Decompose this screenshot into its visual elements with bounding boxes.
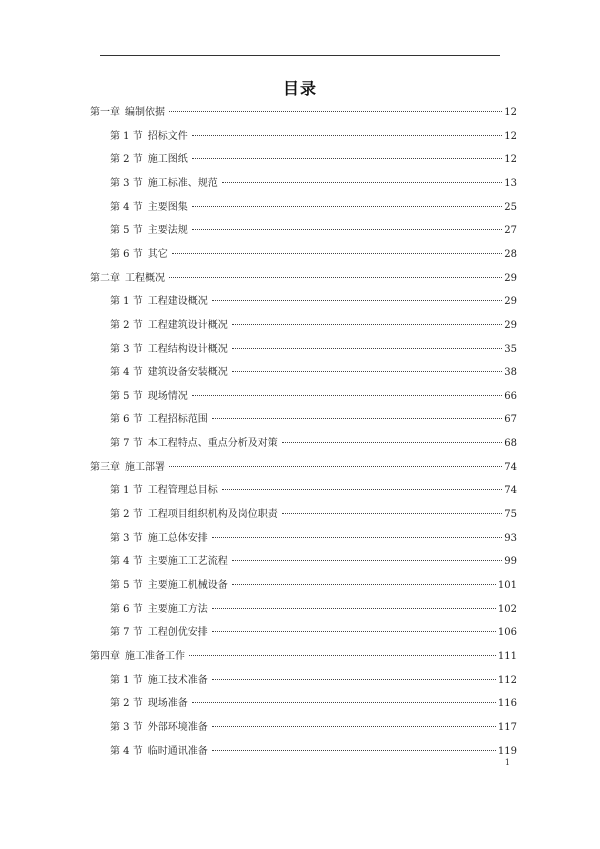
- page-number: 1: [504, 758, 510, 767]
- toc-entry-number: 第 2 节: [110, 154, 143, 166]
- toc-entry-title: 施工标准、规范: [147, 177, 218, 189]
- toc-entry-number: 第 6 节: [110, 414, 143, 426]
- toc-section-entry[interactable]: [110, 507, 517, 523]
- toc-entry-title: 施工总体安排: [147, 532, 208, 544]
- toc-entry-title: 施工准备工作: [125, 650, 185, 662]
- toc-section-entry[interactable]: [110, 223, 517, 239]
- toc-dot-leader: [222, 489, 503, 490]
- toc-entry-title: 工程概况: [125, 272, 165, 284]
- toc-section-entry[interactable]: [110, 696, 517, 712]
- toc-entry-page: 29: [504, 296, 517, 308]
- toc-entry-title: 现场准备: [147, 698, 188, 710]
- toc-entry-number: 第 1 节: [110, 130, 143, 142]
- toc-entry-title: 现场情况: [147, 390, 188, 402]
- toc-entry-number: 第 1 节: [110, 485, 143, 497]
- toc-entry-title: 工程结构设计概况: [147, 343, 228, 355]
- toc-entry-title: 工程管理总目标: [147, 485, 218, 497]
- toc-entry-page: 12: [504, 154, 517, 166]
- toc-dot-leader: [169, 466, 502, 467]
- toc-entry-number: 第 7 节: [110, 627, 143, 639]
- toc-entry-title: 编制依据: [125, 107, 165, 118]
- toc-dot-leader: [232, 348, 503, 349]
- toc-entry-number: 第 3 节: [110, 177, 143, 189]
- toc-entry-number: 第 3 节: [110, 343, 143, 355]
- toc-section-entry[interactable]: [110, 200, 517, 216]
- toc-section-entry[interactable]: [110, 744, 517, 760]
- toc-dot-leader: [212, 608, 496, 609]
- toc-entry-title: 主要法规: [147, 225, 188, 237]
- toc-entry-title: 施工图纸: [147, 154, 188, 166]
- toc-entry-title: 外部环境准备: [147, 721, 208, 733]
- toc-entry-number: 第 2 节: [110, 698, 143, 710]
- toc-dot-leader: [172, 253, 503, 254]
- toc-entry-page: 117: [497, 721, 517, 733]
- toc-section-entry[interactable]: [110, 129, 517, 145]
- toc-section-entry[interactable]: [110, 720, 517, 736]
- toc-entry-page: 93: [504, 532, 517, 544]
- toc-entry-number: 第 6 节: [110, 248, 143, 260]
- toc-entry-page: 75: [504, 509, 517, 521]
- toc-entry-page: 106: [497, 627, 517, 639]
- toc-entry-number: 第 4 节: [110, 201, 143, 213]
- toc-entry-number: 第 5 节: [110, 225, 143, 237]
- toc-entry-page: 67: [504, 414, 517, 426]
- toc-section-entry[interactable]: [110, 436, 517, 452]
- toc-entry-title: 工程建筑设计概况: [147, 319, 228, 331]
- toc-dot-leader: [189, 655, 496, 656]
- toc-chapter-entry[interactable]: [90, 649, 517, 665]
- toc-chapter-entry[interactable]: [90, 271, 517, 287]
- toc-entry-page: 38: [504, 367, 517, 379]
- toc-entry-title: 临时通讯准备: [147, 745, 208, 757]
- toc-entry-title: 主要施工方法: [147, 603, 208, 615]
- toc-section-entry[interactable]: [110, 483, 517, 499]
- toc-entry-page: 29: [504, 272, 517, 284]
- toc-entry-number: 第 3 节: [110, 532, 143, 544]
- toc-entry-page: 28: [504, 248, 517, 260]
- toc-entry-title: 工程建设概况: [147, 296, 208, 308]
- toc-entry-number: 第 5 节: [110, 390, 143, 402]
- header-rule: [100, 55, 500, 56]
- toc-section-entry[interactable]: [110, 531, 517, 547]
- toc-section-entry[interactable]: [110, 365, 517, 381]
- toc-dot-leader: [212, 631, 496, 632]
- toc-entry-page: 68: [504, 438, 517, 450]
- toc-section-entry[interactable]: [110, 176, 517, 192]
- toc-entry-page: 74: [504, 485, 517, 497]
- toc-dot-leader: [192, 206, 503, 207]
- toc-section-entry[interactable]: [110, 294, 517, 310]
- toc-dot-leader: [192, 395, 503, 396]
- toc-entry-number: 第 4 节: [110, 556, 143, 568]
- toc-entry-page: 29: [504, 319, 517, 331]
- toc-dot-leader: [282, 513, 503, 514]
- toc-dot-leader: [282, 442, 503, 443]
- toc-dot-leader: [212, 537, 503, 538]
- toc-entry-page: 102: [497, 603, 517, 615]
- toc-entry-number: 第一章: [90, 107, 120, 118]
- toc-entry-number: 第 4 节: [110, 367, 143, 379]
- toc-dot-leader: [222, 182, 503, 183]
- toc-entry-page: 74: [504, 461, 517, 473]
- toc-entry-number: 第四章: [90, 650, 120, 662]
- toc-section-entry[interactable]: [110, 554, 517, 570]
- toc-dot-leader: [232, 371, 503, 372]
- toc-entry-title: 主要施工工艺流程: [147, 556, 228, 568]
- toc-section-entry[interactable]: [110, 578, 517, 594]
- toc-entry-number: 第 2 节: [110, 319, 143, 331]
- toc-entry-title: 施工技术准备: [147, 674, 208, 686]
- toc-section-entry[interactable]: [110, 389, 517, 405]
- toc-dot-leader: [169, 111, 502, 112]
- toc-entry-title: 工程创优安排: [147, 627, 208, 639]
- toc-entry-page: 12: [504, 107, 517, 118]
- toc-entry-title: 主要施工机械设备: [147, 580, 228, 591]
- toc-entry-title: 招标文件: [147, 130, 188, 142]
- toc-entry-number: 第 1 节: [110, 674, 143, 686]
- toc-dot-leader: [192, 702, 496, 703]
- toc-entry-number: 第二章: [90, 272, 120, 284]
- toc-section-entry[interactable]: [110, 247, 517, 263]
- toc-dot-leader: [212, 679, 496, 680]
- toc-dot-leader: [192, 229, 503, 230]
- toc-entry-number: 第 3 节: [110, 721, 143, 733]
- toc-entry-page: 27: [504, 225, 517, 237]
- toc-entry-title: 建筑设备安装概况: [147, 367, 228, 379]
- toc-section-entry[interactable]: [110, 318, 517, 334]
- toc-entry-number: 第 6 节: [110, 603, 143, 615]
- toc-dot-leader: [192, 158, 503, 159]
- toc-entry-page: 35: [504, 343, 517, 355]
- toc-section-entry[interactable]: [110, 342, 517, 358]
- toc-entry-page: 116: [497, 698, 517, 710]
- toc-dot-leader: [232, 584, 496, 585]
- toc-section-entry[interactable]: [110, 625, 517, 641]
- toc-entry-number: 第三章: [90, 461, 120, 473]
- toc-entry-title: 主要图集: [147, 201, 188, 213]
- toc-entry-number: 第 1 节: [110, 296, 143, 308]
- toc-section-entry[interactable]: [110, 152, 517, 168]
- toc-chapter-entry[interactable]: [90, 460, 517, 476]
- toc-entry-page: 119: [497, 745, 517, 757]
- toc-section-entry[interactable]: [110, 673, 517, 689]
- toc-dot-leader: [169, 277, 502, 278]
- toc-section-entry[interactable]: [110, 412, 517, 428]
- toc-entry-page: 25: [504, 201, 517, 213]
- toc-entry-page: 12: [504, 130, 517, 142]
- toc-dot-leader: [212, 726, 496, 727]
- toc-entry-page: 112: [497, 674, 517, 686]
- toc-entry-title: 施工部署: [125, 461, 165, 473]
- toc-entry-title: 工程招标范围: [147, 414, 208, 426]
- toc-entry-number: 第 7 节: [110, 438, 143, 450]
- toc-entry-page: 111: [497, 650, 517, 662]
- toc-chapter-entry[interactable]: [90, 105, 517, 121]
- toc-entry-page: 101: [497, 580, 517, 591]
- toc-dot-leader: [232, 324, 503, 325]
- toc-dot-leader: [212, 300, 503, 301]
- toc-entry-number: 第 4 节: [110, 745, 143, 757]
- toc-entry-page: 13: [504, 177, 517, 189]
- toc-dot-leader: [212, 418, 503, 419]
- toc-dot-leader: [192, 135, 503, 136]
- toc-entry-page: 99: [504, 556, 517, 568]
- toc-title: 目录: [282, 79, 317, 98]
- toc-entry-number: 第 5 节: [110, 580, 143, 591]
- toc-entry-number: 第 2 节: [110, 509, 143, 521]
- toc-dot-leader: [232, 560, 503, 561]
- toc-entry-title: 工程项目组织机构及岗位职责: [147, 509, 278, 521]
- toc-entry-title: 本工程特点、重点分析及对策: [147, 438, 278, 450]
- toc-dot-leader: [212, 750, 496, 751]
- toc-entry-page: 66: [504, 390, 517, 402]
- toc-section-entry[interactable]: [110, 602, 517, 618]
- toc-entry-title: 其它: [147, 248, 168, 260]
